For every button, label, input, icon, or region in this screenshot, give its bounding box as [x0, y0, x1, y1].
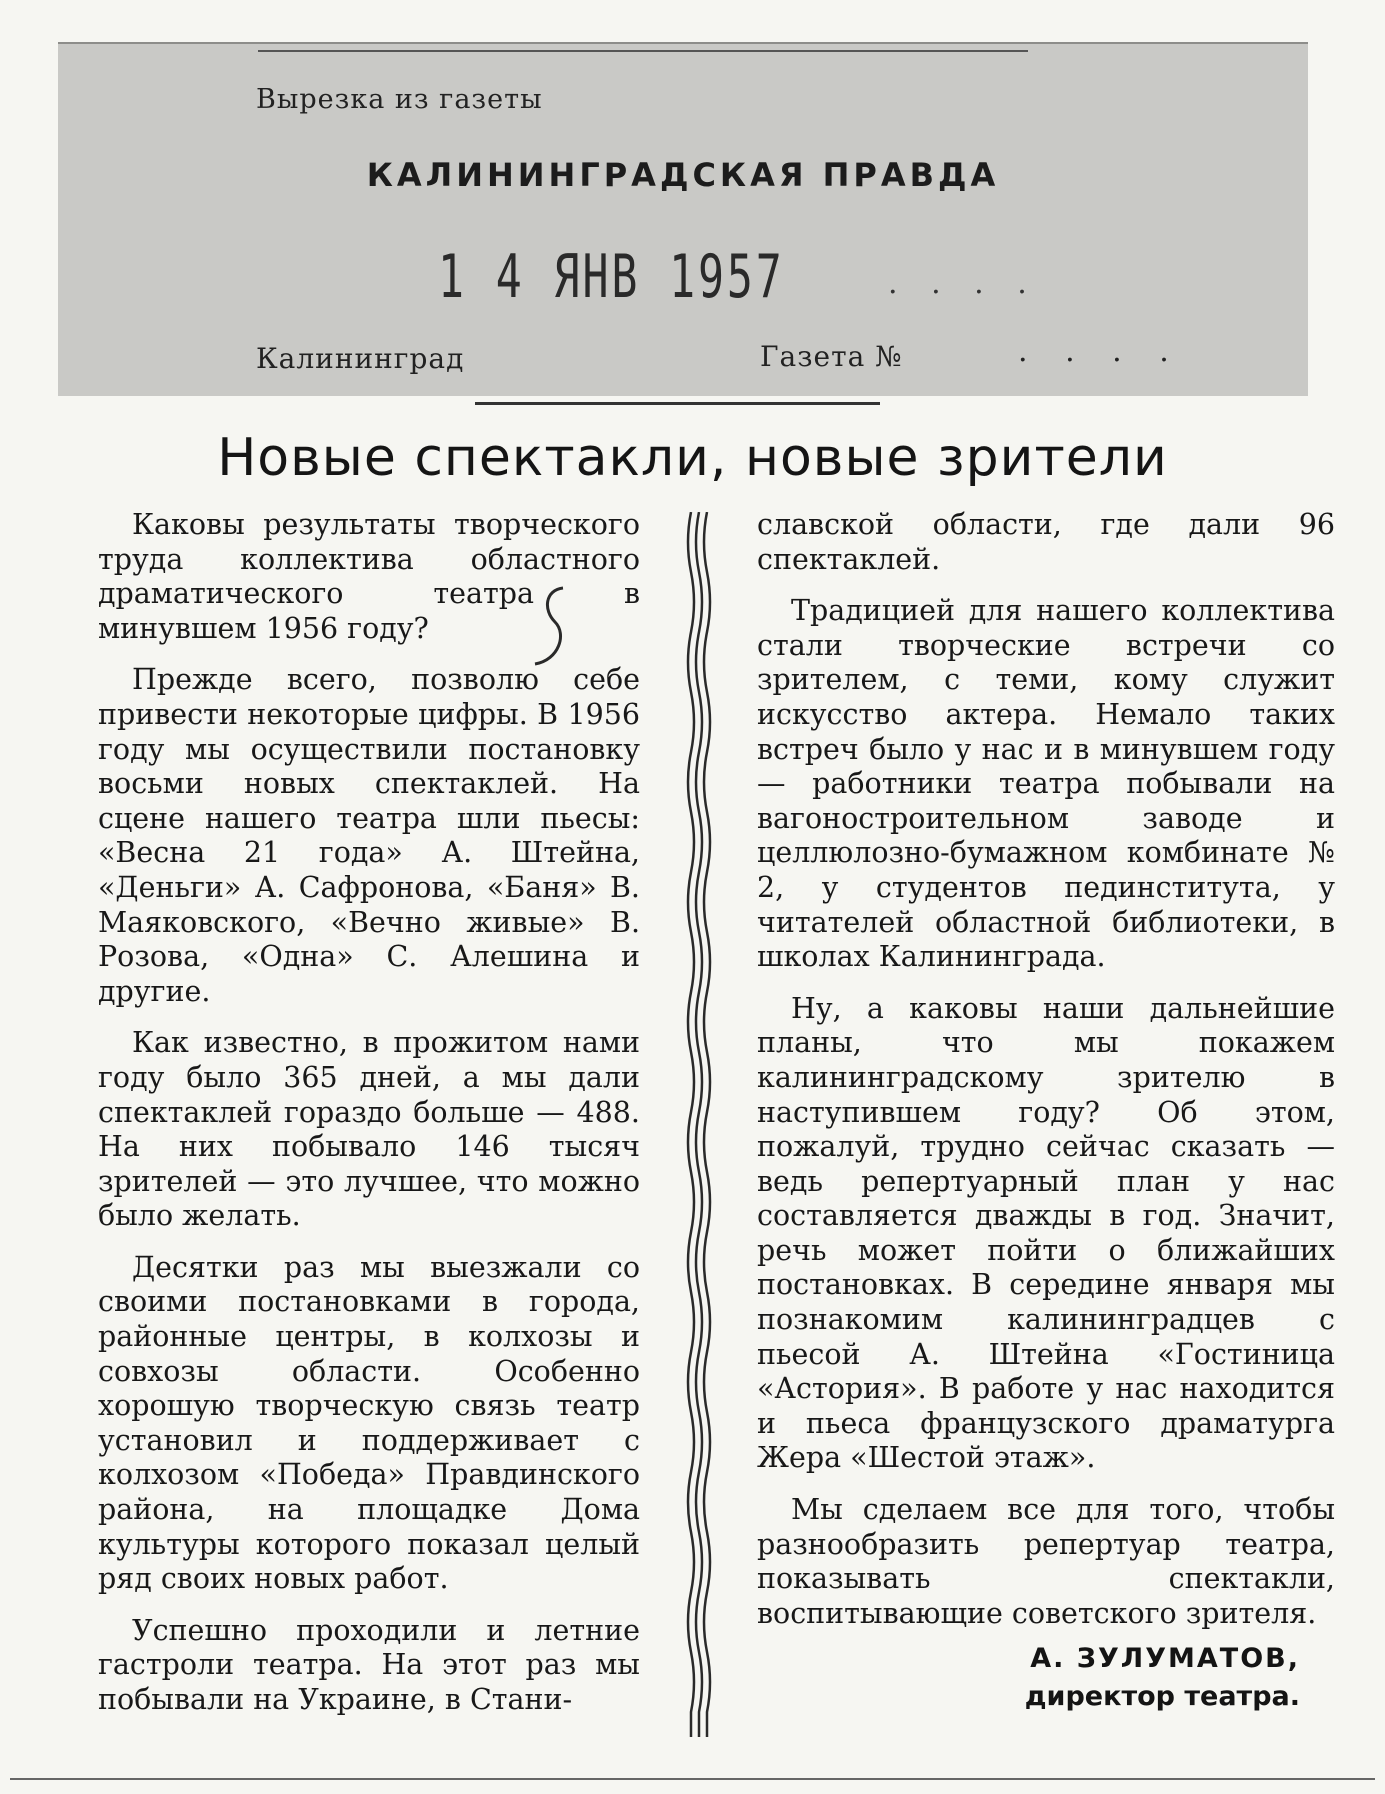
paper-number-dots: . . . . — [1018, 334, 1183, 369]
paragraph-continued: славской области, где дали 96 спектаклей. — [757, 508, 1335, 576]
date-dots: . . . . — [888, 266, 1039, 301]
paragraph: Традицией для нашего коллектива стали творческие встречи со зрителем, с теми, кому служит искусство актера. Немало таких встреч было у нас и в минувшем году — работники театра побывали на вагоностроительном заводе и целлюлозно-бумажном комбинате № 2, у студентов пединститута, у читателей областной библиотеки, в школах Калининграда. — [757, 594, 1335, 974]
clipping-label: Вырезка из газеты — [256, 84, 543, 115]
city-label: Калининград — [256, 342, 465, 375]
article-signature — [900, 1640, 1300, 1716]
article-left-column — [98, 508, 640, 1735]
headline-rule — [475, 402, 880, 405]
paragraph: Ну, а каковы наши дальнейшие планы, что мы покажем калининградскому зрителю в наступившем году? Об этом, пожалуй, трудно сейчас сказать — ведь репертуарный план у нас составляется дважды в год. Значит, речь может пойти о ближайших постановках. В середине января мы познакомим калининградцев с пьесой А. Штейна «Гостиница «Астория». В работе у нас находится и пьеса французского драматурга Жера «Шестой этаж». — [757, 991, 1335, 1475]
paragraph: Успешно проходили и летние гастроли театра. На этот раз мы побывали на Украине, в Стани- — [98, 1613, 640, 1716]
date-stamp: 1 4 ЯНВ 1957 — [438, 242, 785, 312]
paragraph: Мы сделаем все для того, чтобы разнообразить репертуар театра, показывать спектакли, воспитывающие советского зрителя. — [757, 1493, 1335, 1630]
handwritten-mark-icon — [525, 580, 585, 670]
paragraph: Как известно, в прожитом нами году было 365 дней, а мы дали спектаклей гораздо больше — 488. На них побывало 146 тысяч зрителей — это лучшее, что можно было желать. — [98, 1026, 640, 1233]
paragraph: Прежде всего, позволю себе привести некоторые цифры. В 1956 году мы осуществили постановку восьми новых спектаклей. На сцене нашего театра шли пьесы: «Весна 21 года» А. Штейна, «Деньги» А. Сафронова, «Баня» В. Маяковского, «Вечно живые» В. Розова, «Одна» С. Алешина и другие. — [98, 663, 640, 1008]
author-name: А. ЗУЛУМАТОВ, — [1030, 1643, 1300, 1674]
column-divider — [681, 512, 717, 1737]
article-right-column — [757, 508, 1335, 1648]
paragraph: Десятки раз мы выезжали со своими постановками в города, районные центры, в колхозы и совхозы области. Особенно хорошую творческую связь театр установил и поддерживает с колхозом «Победа» Правдинского района, на площадке Дома культуры которого показал целый ряд своих новых работ. — [98, 1250, 640, 1596]
clipping-stamp-area — [58, 42, 1308, 396]
clipping-bottom-edge — [10, 1778, 1375, 1780]
article-headline: Новые спектакли, новые зрители — [217, 428, 1168, 488]
paragraph: Каковы результаты творческого труда коллектива областного драматического театра в минувшем 1956 году? — [98, 508, 640, 645]
author-title: директор театра. — [1024, 1681, 1300, 1712]
stamp-top-line — [258, 50, 1028, 52]
newspaper-name: КАЛИНИНГРАДСКАЯ ПРАВДА — [366, 156, 1000, 194]
paper-number-label: Газета № — [760, 340, 903, 373]
